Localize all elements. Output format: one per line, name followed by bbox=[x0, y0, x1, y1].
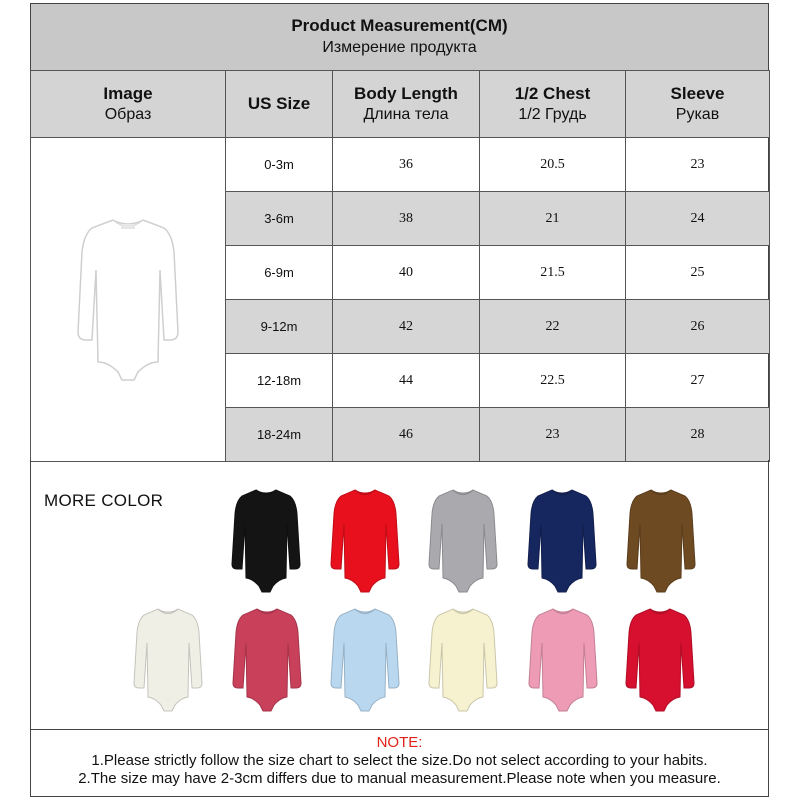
length-cell: 40 bbox=[333, 246, 480, 300]
chart-subtitle: Измерение продукта bbox=[322, 39, 477, 56]
chest-cell: 20.5 bbox=[480, 138, 626, 192]
color-swatch-r2-5[interactable] bbox=[526, 605, 600, 713]
note-title: NOTE: bbox=[376, 734, 423, 751]
size-cell: 18-24m bbox=[226, 408, 333, 462]
bodysuit-image bbox=[68, 212, 188, 382]
col-header-us-size: US Size bbox=[226, 71, 333, 138]
chest-cell: 23 bbox=[480, 408, 626, 462]
chest-cell: 21.5 bbox=[480, 246, 626, 300]
table-row bbox=[31, 138, 770, 192]
sleeve-cell: 25 bbox=[626, 246, 770, 300]
note-section bbox=[30, 730, 769, 797]
size-cell: 0-3m bbox=[226, 138, 333, 192]
color-swatch-r1-3[interactable] bbox=[426, 486, 500, 594]
more-color-label: MORE COLOR bbox=[44, 491, 164, 510]
color-swatch-r2-1[interactable] bbox=[131, 605, 205, 713]
sleeve-cell: 24 bbox=[626, 192, 770, 246]
chest-cell: 22 bbox=[480, 300, 626, 354]
sleeve-cell: 23 bbox=[626, 138, 770, 192]
color-swatch-r2-3[interactable] bbox=[328, 605, 402, 713]
color-swatch-r2-2[interactable] bbox=[230, 605, 304, 713]
length-cell: 36 bbox=[333, 138, 480, 192]
chest-cell: 22.5 bbox=[480, 354, 626, 408]
chart-header bbox=[30, 3, 769, 71]
length-cell: 46 bbox=[333, 408, 480, 462]
note-line-2: 2.The size may have 2-3cm differs due to manual measurement.Please note when you measure. bbox=[78, 770, 721, 787]
color-swatch-r2-4[interactable] bbox=[426, 605, 500, 713]
sleeve-cell: 26 bbox=[626, 300, 770, 354]
note-line-1: 1.Please strictly follow the size chart to select the size.Do not select according to your habits. bbox=[91, 752, 708, 769]
col-header-half-chest: 1/2 Chest 1/2 Грудь bbox=[480, 71, 626, 138]
col-header-image: Image Образ bbox=[31, 71, 226, 138]
length-cell: 44 bbox=[333, 354, 480, 408]
product-image-cell bbox=[31, 138, 226, 462]
size-cell: 6-9m bbox=[226, 246, 333, 300]
color-swatch-r2-6[interactable] bbox=[623, 605, 697, 713]
color-swatch-r1-2[interactable] bbox=[328, 486, 402, 594]
col-header-body-length: Body Length Длина тела bbox=[333, 71, 480, 138]
col-header-sleeve: Sleeve Рукав bbox=[626, 71, 770, 138]
color-swatch-r1-1[interactable] bbox=[229, 486, 303, 594]
chest-cell: 21 bbox=[480, 192, 626, 246]
length-cell: 42 bbox=[333, 300, 480, 354]
color-swatch-r1-5[interactable] bbox=[624, 486, 698, 594]
length-cell: 38 bbox=[333, 192, 480, 246]
size-table bbox=[30, 70, 770, 462]
size-cell: 9-12m bbox=[226, 300, 333, 354]
color-swatch-r1-4[interactable] bbox=[525, 486, 599, 594]
size-cell: 3-6m bbox=[226, 192, 333, 246]
sleeve-cell: 27 bbox=[626, 354, 770, 408]
sleeve-cell: 28 bbox=[626, 408, 770, 462]
table-header-row bbox=[31, 71, 770, 138]
size-cell: 12-18m bbox=[226, 354, 333, 408]
chart-title: Product Measurement(CM) bbox=[291, 16, 508, 35]
